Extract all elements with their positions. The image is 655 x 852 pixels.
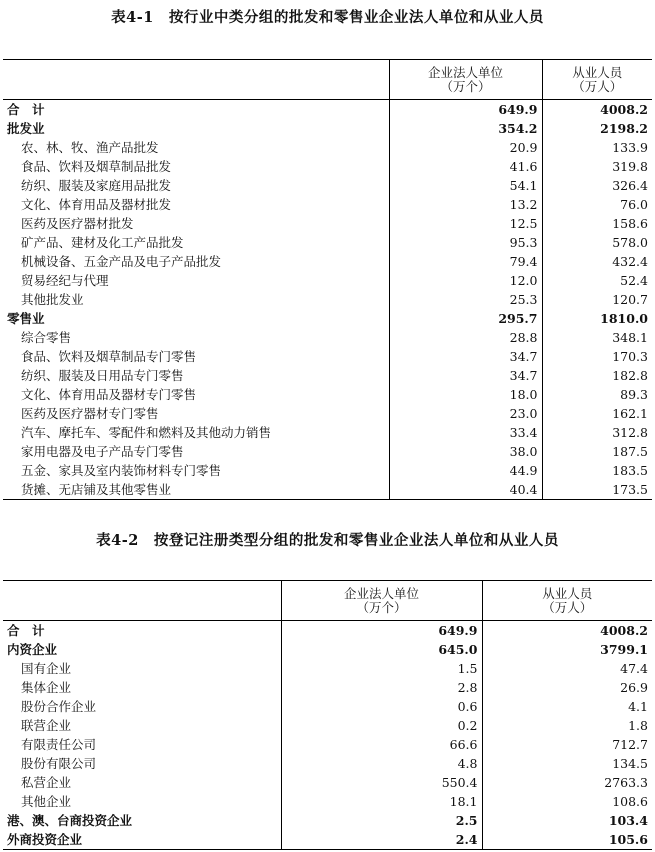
row-units-value: 34.7 — [389, 366, 542, 385]
table-row — [3, 442, 652, 461]
row-units-value: 95.3 — [389, 233, 542, 252]
table-row — [3, 735, 652, 754]
row-label: 内资企业 — [7, 642, 58, 657]
table-row — [3, 697, 652, 716]
row-units-value: 649.9 — [281, 621, 482, 641]
table1-body — [3, 100, 652, 500]
row-units-value: 33.4 — [389, 423, 542, 442]
row-label: 合 计 — [7, 623, 45, 638]
row-persons-value: 103.4 — [482, 811, 652, 830]
table2-title: 表4-2 按登记注册类型分组的批发和零售业企业法人单位和从业人员 — [96, 532, 559, 549]
table-row — [3, 271, 652, 290]
row-persons-value: 187.5 — [542, 442, 652, 461]
row-label: 股份有限公司 — [21, 756, 97, 771]
row-persons-value: 47.4 — [482, 659, 652, 678]
row-label: 文化、体育用品及器材批发 — [21, 197, 172, 212]
table-row — [3, 773, 652, 792]
row-units-value: 2.4 — [281, 830, 482, 850]
row-label: 食品、饮料及烟草制品批发 — [21, 159, 172, 174]
row-label: 其他企业 — [21, 794, 72, 809]
row-label: 综合零售 — [21, 330, 72, 345]
row-persons-value: 319.8 — [542, 157, 652, 176]
row-persons-value: 26.9 — [482, 678, 652, 697]
table2-body — [3, 621, 652, 850]
table-row — [3, 214, 652, 233]
row-persons-value: 578.0 — [542, 233, 652, 252]
row-units-value: 2.8 — [281, 678, 482, 697]
row-units-value: 645.0 — [281, 640, 482, 659]
row-persons-value: 4008.2 — [542, 100, 652, 120]
row-units-value: 79.4 — [389, 252, 542, 271]
row-label: 纺织、服装及家庭用品批发 — [21, 178, 172, 193]
table-row — [3, 119, 652, 138]
row-persons-value: 162.1 — [542, 404, 652, 423]
row-persons-value: 108.6 — [482, 792, 652, 811]
table2-header-row — [3, 581, 652, 621]
row-persons-value: 105.6 — [482, 830, 652, 850]
table2-col-units-label: 企业法人单位 — [343, 585, 419, 601]
table-row — [3, 754, 652, 773]
row-label: 医药及医疗器材批发 — [21, 216, 134, 231]
table1-col-persons-label: 从业人员 — [572, 64, 623, 80]
table-row — [3, 480, 652, 500]
row-persons-value: 312.8 — [542, 423, 652, 442]
row-units-value: 12.0 — [389, 271, 542, 290]
table-row — [3, 640, 652, 659]
table-row — [3, 328, 652, 347]
table1-header-blank — [3, 60, 389, 100]
table2-header-blank — [3, 581, 281, 621]
row-persons-value: 158.6 — [542, 214, 652, 233]
row-label: 机械设备、五金产品及电子产品批发 — [21, 254, 222, 269]
row-label: 集体企业 — [21, 680, 72, 695]
table1 — [3, 59, 652, 500]
row-units-value: 18.1 — [281, 792, 482, 811]
row-persons-value: 2198.2 — [542, 119, 652, 138]
row-label: 医药及医疗器材专门零售 — [21, 406, 159, 421]
row-label: 货摊、无店铺及其他零售业 — [3, 480, 389, 500]
table1-col-units-header — [389, 60, 542, 100]
table-row — [3, 290, 652, 309]
row-units-value: 1.5 — [281, 659, 482, 678]
table1-title: 表4-1 按行业中类分组的批发和零售业企业法人单位和从业人员 — [111, 9, 544, 26]
row-units-value: 66.6 — [281, 735, 482, 754]
table1-col-persons-unit: （万人） — [572, 78, 623, 94]
row-units-value: 40.4 — [389, 480, 542, 500]
row-label: 批发业 — [7, 121, 45, 136]
row-label: 联营企业 — [21, 718, 72, 733]
row-units-value: 38.0 — [389, 442, 542, 461]
table2 — [3, 580, 652, 850]
row-persons-value: 134.5 — [482, 754, 652, 773]
table1-header-row — [3, 60, 652, 100]
table1-col-persons-header — [542, 60, 652, 100]
table-row — [3, 385, 652, 404]
table-row — [3, 309, 652, 328]
row-persons-value: 1810.0 — [542, 309, 652, 328]
table-row — [3, 138, 652, 157]
row-label: 文化、体育用品及器材专门零售 — [21, 387, 197, 402]
row-units-value: 44.9 — [389, 461, 542, 480]
row-label: 纺织、服装及日用品专门零售 — [21, 368, 184, 383]
table1-col-units-unit: （万个） — [440, 78, 491, 94]
row-persons-value: 348.1 — [542, 328, 652, 347]
row-units-value: 649.9 — [389, 100, 542, 120]
row-persons-value: 4.1 — [482, 697, 652, 716]
table2-col-persons-label: 从业人员 — [542, 585, 593, 601]
row-persons-value: 1.8 — [482, 716, 652, 735]
row-label: 贸易经纪与代理 — [21, 273, 109, 288]
table-row — [3, 100, 652, 120]
row-persons-value: 2763.3 — [482, 773, 652, 792]
row-units-value: 295.7 — [389, 309, 542, 328]
row-units-value: 54.1 — [389, 176, 542, 195]
table-row — [3, 195, 652, 214]
row-label: 国有企业 — [21, 661, 72, 676]
row-persons-value: 4008.2 — [482, 621, 652, 641]
row-label: 其他批发业 — [21, 292, 84, 307]
row-units-value: 12.5 — [389, 214, 542, 233]
table-row — [3, 792, 652, 811]
row-persons-value: 52.4 — [542, 271, 652, 290]
row-units-value: 4.8 — [281, 754, 482, 773]
table-row — [3, 811, 652, 830]
row-label: 合 计 — [7, 102, 45, 117]
table-row — [3, 621, 652, 641]
row-label: 矿产品、建材及化工产品批发 — [21, 235, 184, 250]
row-units-value: 18.0 — [389, 385, 542, 404]
table1-col-units-label: 企业法人单位 — [427, 64, 503, 80]
row-label: 私营企业 — [21, 775, 72, 790]
row-label: 五金、家具及室内装饰材料专门零售 — [21, 463, 222, 478]
table2-col-persons-header — [482, 581, 652, 621]
row-persons-value: 89.3 — [542, 385, 652, 404]
row-units-value: 23.0 — [389, 404, 542, 423]
table-row — [3, 157, 652, 176]
table-row — [3, 678, 652, 697]
table2-col-units-header — [281, 581, 482, 621]
table-row — [3, 423, 652, 442]
row-label: 零售业 — [7, 311, 45, 326]
row-persons-value: 326.4 — [542, 176, 652, 195]
row-units-value: 13.2 — [389, 195, 542, 214]
row-units-value: 34.7 — [389, 347, 542, 366]
table-row — [3, 252, 652, 271]
row-persons-value: 432.4 — [542, 252, 652, 271]
row-label: 外商投资企业 — [3, 830, 281, 850]
row-persons-value: 182.8 — [542, 366, 652, 385]
row-label: 农、林、牧、渔产品批发 — [21, 140, 159, 155]
row-label: 有限责任公司 — [21, 737, 97, 752]
row-label: 汽车、摩托车、零配件和燃料及其他动力销售 — [21, 425, 272, 440]
row-persons-value: 173.5 — [542, 480, 652, 500]
row-units-value: 2.5 — [281, 811, 482, 830]
row-units-value: 354.2 — [389, 119, 542, 138]
table-row — [3, 404, 652, 423]
row-units-value: 0.2 — [281, 716, 482, 735]
row-persons-value: 3799.1 — [482, 640, 652, 659]
row-units-value: 25.3 — [389, 290, 542, 309]
table-row — [3, 659, 652, 678]
row-persons-value: 170.3 — [542, 347, 652, 366]
row-units-value: 20.9 — [389, 138, 542, 157]
row-persons-value: 712.7 — [482, 735, 652, 754]
row-units-value: 550.4 — [281, 773, 482, 792]
table-row — [3, 347, 652, 366]
row-label: 食品、饮料及烟草制品专门零售 — [21, 349, 197, 364]
table-row — [3, 716, 652, 735]
table-row — [3, 461, 652, 480]
row-label: 港、澳、台商投资企业 — [7, 813, 133, 828]
row-units-value: 41.6 — [389, 157, 542, 176]
row-units-value: 28.8 — [389, 328, 542, 347]
row-label: 家用电器及电子产品专门零售 — [21, 444, 184, 459]
table-row — [3, 233, 652, 252]
table-row — [3, 366, 652, 385]
table2-col-units-unit: （万个） — [356, 599, 407, 615]
row-persons-value: 133.9 — [542, 138, 652, 157]
row-persons-value: 120.7 — [542, 290, 652, 309]
row-persons-value: 183.5 — [542, 461, 652, 480]
table2-col-persons-unit: （万人） — [542, 599, 593, 615]
row-label: 股份合作企业 — [21, 699, 97, 714]
row-persons-value: 76.0 — [542, 195, 652, 214]
row-units-value: 0.6 — [281, 697, 482, 716]
table-row — [3, 830, 652, 850]
table-row — [3, 176, 652, 195]
